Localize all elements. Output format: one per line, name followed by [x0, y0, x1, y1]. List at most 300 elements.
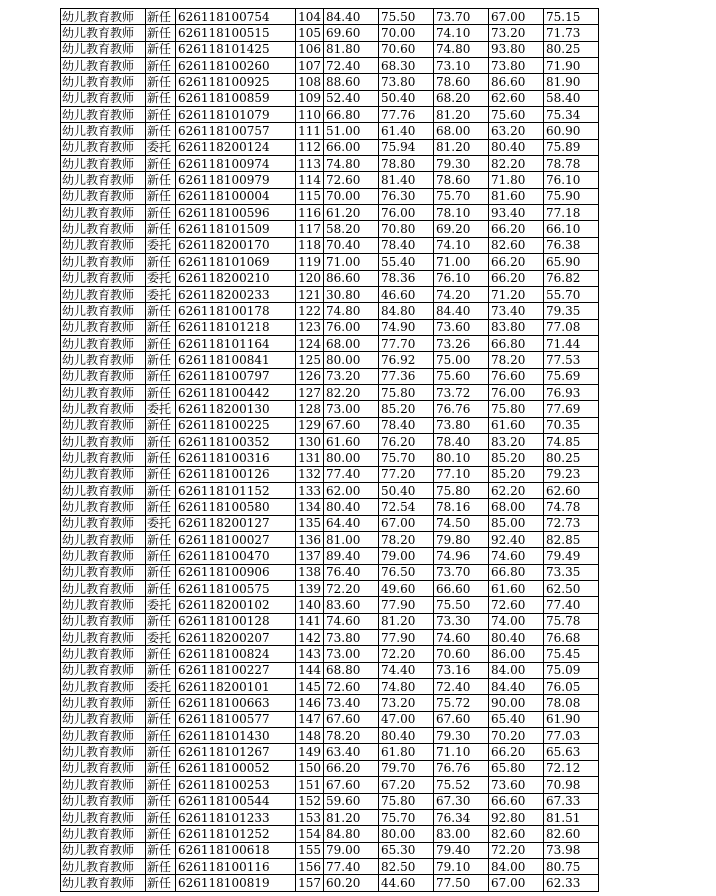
type-cell: 新任 — [146, 875, 176, 891]
table-row — [61, 515, 599, 531]
type-cell: 委托 — [146, 597, 176, 613]
score2-cell: 50.40 — [379, 482, 434, 498]
score2-cell: 80.00 — [379, 826, 434, 842]
total-score-cell: 75.15 — [544, 9, 599, 25]
score1-cell: 72.60 — [324, 679, 379, 695]
score4-cell: 72.20 — [489, 842, 544, 858]
sequence-cell: 125 — [296, 352, 324, 368]
score2-cell: 78.40 — [379, 417, 434, 433]
ticket-number-cell: 626118101425 — [176, 41, 296, 57]
score4-cell: 74.00 — [489, 613, 544, 629]
total-score-cell: 72.12 — [544, 760, 599, 776]
type-cell: 新任 — [146, 188, 176, 204]
score1-cell: 79.00 — [324, 842, 379, 858]
sequence-cell: 117 — [296, 221, 324, 237]
score3-cell: 75.60 — [434, 368, 489, 384]
ticket-number-cell: 626118100577 — [176, 711, 296, 727]
table-row — [61, 237, 599, 253]
table-row — [61, 532, 599, 548]
ticket-number-cell: 626118100225 — [176, 417, 296, 433]
score3-cell: 72.40 — [434, 679, 489, 695]
sequence-cell: 140 — [296, 597, 324, 613]
score3-cell: 73.26 — [434, 335, 489, 351]
score1-cell: 71.00 — [324, 254, 379, 270]
score3-cell: 76.10 — [434, 270, 489, 286]
post-cell: 幼儿教育教师 — [61, 139, 146, 155]
ticket-number-cell: 626118100352 — [176, 433, 296, 449]
score4-cell: 76.00 — [489, 384, 544, 400]
post-cell: 幼儿教育教师 — [61, 711, 146, 727]
post-cell: 幼儿教育教师 — [61, 826, 146, 842]
score4-cell: 73.20 — [489, 25, 544, 41]
score3-cell: 68.00 — [434, 123, 489, 139]
score1-cell: 72.60 — [324, 172, 379, 188]
score4-cell: 85.00 — [489, 515, 544, 531]
post-cell: 幼儿教育教师 — [61, 744, 146, 760]
score3-cell: 66.60 — [434, 581, 489, 597]
total-score-cell: 79.23 — [544, 466, 599, 482]
total-score-cell: 72.73 — [544, 515, 599, 531]
score3-cell: 75.50 — [434, 597, 489, 613]
post-cell: 幼儿教育教师 — [61, 679, 146, 695]
score1-cell: 30.80 — [324, 286, 379, 302]
sequence-cell: 135 — [296, 515, 324, 531]
post-cell: 幼儿教育教师 — [61, 74, 146, 90]
type-cell: 新任 — [146, 433, 176, 449]
score4-cell: 63.20 — [489, 123, 544, 139]
score4-cell: 84.00 — [489, 858, 544, 874]
score2-cell: 77.70 — [379, 335, 434, 351]
score3-cell: 81.20 — [434, 107, 489, 123]
sequence-cell: 128 — [296, 401, 324, 417]
table-row — [61, 744, 599, 760]
score4-cell: 75.80 — [489, 401, 544, 417]
post-cell: 幼儿教育教师 — [61, 532, 146, 548]
table-row — [61, 777, 599, 793]
ticket-number-cell: 626118200102 — [176, 597, 296, 613]
total-score-cell: 80.25 — [544, 450, 599, 466]
score1-cell: 73.00 — [324, 646, 379, 662]
type-cell: 委托 — [146, 139, 176, 155]
score2-cell: 82.50 — [379, 858, 434, 874]
post-cell: 幼儿教育教师 — [61, 499, 146, 515]
sequence-cell: 152 — [296, 793, 324, 809]
score4-cell: 66.80 — [489, 564, 544, 580]
score3-cell: 71.10 — [434, 744, 489, 760]
score1-cell: 69.60 — [324, 25, 379, 41]
ticket-number-cell: 626118101152 — [176, 482, 296, 498]
score1-cell: 66.80 — [324, 107, 379, 123]
score3-cell: 81.20 — [434, 139, 489, 155]
post-cell: 幼儿教育教师 — [61, 352, 146, 368]
type-cell: 新任 — [146, 25, 176, 41]
sequence-cell: 147 — [296, 711, 324, 727]
score1-cell: 64.40 — [324, 515, 379, 531]
score2-cell: 84.80 — [379, 303, 434, 319]
post-cell: 幼儿教育教师 — [61, 433, 146, 449]
total-score-cell: 76.38 — [544, 237, 599, 253]
score2-cell: 72.54 — [379, 499, 434, 515]
score3-cell: 76.76 — [434, 760, 489, 776]
score1-cell: 70.00 — [324, 188, 379, 204]
total-score-cell: 75.34 — [544, 107, 599, 123]
score2-cell: 47.00 — [379, 711, 434, 727]
score2-cell: 78.40 — [379, 237, 434, 253]
total-score-cell: 62.60 — [544, 482, 599, 498]
score4-cell: 82.60 — [489, 826, 544, 842]
score4-cell: 66.20 — [489, 270, 544, 286]
score3-cell: 69.20 — [434, 221, 489, 237]
score2-cell: 61.40 — [379, 123, 434, 139]
total-score-cell: 62.50 — [544, 581, 599, 597]
total-score-cell: 76.93 — [544, 384, 599, 400]
score1-cell: 70.40 — [324, 237, 379, 253]
total-score-cell: 77.18 — [544, 205, 599, 221]
type-cell: 新任 — [146, 695, 176, 711]
total-score-cell: 55.70 — [544, 286, 599, 302]
sequence-cell: 156 — [296, 858, 324, 874]
total-score-cell: 66.10 — [544, 221, 599, 237]
score2-cell: 74.90 — [379, 319, 434, 335]
score2-cell: 78.80 — [379, 156, 434, 172]
table-row — [61, 172, 599, 188]
ticket-number-cell: 626118100824 — [176, 646, 296, 662]
table-row — [61, 662, 599, 678]
post-cell: 幼儿教育教师 — [61, 858, 146, 874]
ticket-number-cell: 626118100316 — [176, 450, 296, 466]
sequence-cell: 106 — [296, 41, 324, 57]
post-cell: 幼儿教育教师 — [61, 384, 146, 400]
score4-cell: 70.20 — [489, 728, 544, 744]
type-cell: 新任 — [146, 90, 176, 106]
type-cell: 新任 — [146, 58, 176, 74]
score1-cell: 68.00 — [324, 335, 379, 351]
sequence-cell: 109 — [296, 90, 324, 106]
sequence-cell: 154 — [296, 826, 324, 842]
post-cell: 幼儿教育教师 — [61, 123, 146, 139]
type-cell: 新任 — [146, 777, 176, 793]
type-cell: 新任 — [146, 744, 176, 760]
sequence-cell: 111 — [296, 123, 324, 139]
ticket-number-cell: 626118101218 — [176, 319, 296, 335]
ticket-number-cell: 626118100841 — [176, 352, 296, 368]
score4-cell: 61.60 — [489, 581, 544, 597]
score3-cell: 77.50 — [434, 875, 489, 891]
table-row — [61, 499, 599, 515]
score4-cell: 66.80 — [489, 335, 544, 351]
score4-cell: 92.40 — [489, 532, 544, 548]
total-score-cell: 82.85 — [544, 532, 599, 548]
score3-cell: 83.00 — [434, 826, 489, 842]
post-cell: 幼儿教育教师 — [61, 760, 146, 776]
type-cell: 新任 — [146, 74, 176, 90]
table-row — [61, 205, 599, 221]
total-score-cell: 75.69 — [544, 368, 599, 384]
score2-cell: 70.60 — [379, 41, 434, 57]
score4-cell: 83.20 — [489, 433, 544, 449]
sequence-cell: 132 — [296, 466, 324, 482]
sequence-cell: 134 — [296, 499, 324, 515]
ticket-number-cell: 626118100027 — [176, 532, 296, 548]
table-row — [61, 384, 599, 400]
post-cell: 幼儿教育教师 — [61, 515, 146, 531]
total-score-cell: 76.68 — [544, 630, 599, 646]
score-table-body — [61, 9, 599, 892]
total-score-cell: 77.08 — [544, 319, 599, 335]
score2-cell: 61.80 — [379, 744, 434, 760]
score2-cell: 70.00 — [379, 25, 434, 41]
total-score-cell: 76.10 — [544, 172, 599, 188]
ticket-number-cell: 626118100925 — [176, 74, 296, 90]
post-cell: 幼儿教育教师 — [61, 548, 146, 564]
score4-cell: 90.00 — [489, 695, 544, 711]
score1-cell: 51.00 — [324, 123, 379, 139]
table-row — [61, 156, 599, 172]
type-cell: 新任 — [146, 450, 176, 466]
type-cell: 新任 — [146, 564, 176, 580]
ticket-number-cell: 626118100442 — [176, 384, 296, 400]
total-score-cell: 77.40 — [544, 597, 599, 613]
type-cell: 新任 — [146, 172, 176, 188]
type-cell: 新任 — [146, 728, 176, 744]
ticket-number-cell: 626118100757 — [176, 123, 296, 139]
post-cell: 幼儿教育教师 — [61, 319, 146, 335]
score3-cell: 75.52 — [434, 777, 489, 793]
type-cell: 委托 — [146, 401, 176, 417]
sequence-cell: 112 — [296, 139, 324, 155]
total-score-cell: 77.53 — [544, 352, 599, 368]
score3-cell: 78.16 — [434, 499, 489, 515]
score3-cell: 67.30 — [434, 793, 489, 809]
score3-cell: 77.10 — [434, 466, 489, 482]
score2-cell: 50.40 — [379, 90, 434, 106]
total-score-cell: 76.82 — [544, 270, 599, 286]
total-score-cell: 58.40 — [544, 90, 599, 106]
post-cell: 幼儿教育教师 — [61, 597, 146, 613]
post-cell: 幼儿教育教师 — [61, 172, 146, 188]
ticket-number-cell: 626118100754 — [176, 9, 296, 25]
score4-cell: 93.80 — [489, 41, 544, 57]
post-cell: 幼儿教育教师 — [61, 205, 146, 221]
post-cell: 幼儿教育教师 — [61, 417, 146, 433]
score3-cell: 73.80 — [434, 417, 489, 433]
sequence-cell: 130 — [296, 433, 324, 449]
sequence-cell: 108 — [296, 74, 324, 90]
post-cell: 幼儿教育教师 — [61, 842, 146, 858]
post-cell: 幼儿教育教师 — [61, 254, 146, 270]
post-cell: 幼儿教育教师 — [61, 793, 146, 809]
score3-cell: 74.20 — [434, 286, 489, 302]
total-score-cell: 65.90 — [544, 254, 599, 270]
sequence-cell: 145 — [296, 679, 324, 695]
ticket-number-cell: 626118200124 — [176, 139, 296, 155]
score4-cell: 62.60 — [489, 90, 544, 106]
score1-cell: 61.60 — [324, 433, 379, 449]
ticket-number-cell: 626118100580 — [176, 499, 296, 515]
score-table — [60, 8, 599, 892]
score1-cell: 52.40 — [324, 90, 379, 106]
score3-cell: 78.60 — [434, 172, 489, 188]
score1-cell: 74.80 — [324, 156, 379, 172]
table-row — [61, 74, 599, 90]
table-row — [61, 107, 599, 123]
table-row — [61, 728, 599, 744]
type-cell: 新任 — [146, 466, 176, 482]
score1-cell: 80.00 — [324, 450, 379, 466]
score4-cell: 66.20 — [489, 254, 544, 270]
post-cell: 幼儿教育教师 — [61, 695, 146, 711]
post-cell: 幼儿教育教师 — [61, 466, 146, 482]
ticket-number-cell: 626118200170 — [176, 237, 296, 253]
score1-cell: 81.80 — [324, 41, 379, 57]
score1-cell: 81.00 — [324, 532, 379, 548]
score2-cell: 85.20 — [379, 401, 434, 417]
score4-cell: 67.00 — [489, 9, 544, 25]
post-cell: 幼儿教育教师 — [61, 809, 146, 825]
score1-cell: 73.80 — [324, 630, 379, 646]
sequence-cell: 157 — [296, 875, 324, 891]
sequence-cell: 124 — [296, 335, 324, 351]
ticket-number-cell: 626118100819 — [176, 875, 296, 891]
total-score-cell: 79.35 — [544, 303, 599, 319]
table-row — [61, 630, 599, 646]
ticket-number-cell: 626118101252 — [176, 826, 296, 842]
table-row — [61, 368, 599, 384]
score1-cell: 61.20 — [324, 205, 379, 221]
score4-cell: 73.60 — [489, 777, 544, 793]
type-cell: 委托 — [146, 237, 176, 253]
post-cell: 幼儿教育教师 — [61, 482, 146, 498]
total-score-cell: 82.60 — [544, 826, 599, 842]
score3-cell: 73.30 — [434, 613, 489, 629]
score3-cell: 73.70 — [434, 564, 489, 580]
type-cell: 新任 — [146, 41, 176, 57]
post-cell: 幼儿教育教师 — [61, 613, 146, 629]
post-cell: 幼儿教育教师 — [61, 728, 146, 744]
post-cell: 幼儿教育教师 — [61, 450, 146, 466]
sequence-cell: 129 — [296, 417, 324, 433]
score2-cell: 75.70 — [379, 809, 434, 825]
total-score-cell: 71.44 — [544, 335, 599, 351]
sequence-cell: 136 — [296, 532, 324, 548]
table-row — [61, 450, 599, 466]
table-row — [61, 9, 599, 25]
ticket-number-cell: 626118100128 — [176, 613, 296, 629]
type-cell: 委托 — [146, 286, 176, 302]
table-row — [61, 303, 599, 319]
score3-cell: 74.80 — [434, 41, 489, 57]
score2-cell: 46.60 — [379, 286, 434, 302]
score3-cell: 73.70 — [434, 9, 489, 25]
score4-cell: 62.20 — [489, 482, 544, 498]
score4-cell: 86.00 — [489, 646, 544, 662]
score1-cell: 80.00 — [324, 352, 379, 368]
score4-cell: 73.80 — [489, 58, 544, 74]
score4-cell: 76.60 — [489, 368, 544, 384]
total-score-cell: 81.90 — [544, 74, 599, 90]
ticket-number-cell: 626118101164 — [176, 335, 296, 351]
type-cell: 新任 — [146, 760, 176, 776]
score1-cell: 77.40 — [324, 858, 379, 874]
sequence-cell: 133 — [296, 482, 324, 498]
score1-cell: 80.40 — [324, 499, 379, 515]
type-cell: 新任 — [146, 842, 176, 858]
total-score-cell: 73.98 — [544, 842, 599, 858]
table-row — [61, 760, 599, 776]
score4-cell: 92.80 — [489, 809, 544, 825]
total-score-cell: 60.90 — [544, 123, 599, 139]
total-score-cell: 62.33 — [544, 875, 599, 891]
score4-cell: 74.60 — [489, 548, 544, 564]
score2-cell: 76.00 — [379, 205, 434, 221]
score1-cell: 73.40 — [324, 695, 379, 711]
table-row — [61, 139, 599, 155]
table-row — [61, 123, 599, 139]
ticket-number-cell: 626118200127 — [176, 515, 296, 531]
total-score-cell: 61.90 — [544, 711, 599, 727]
score3-cell: 78.60 — [434, 74, 489, 90]
type-cell: 新任 — [146, 205, 176, 221]
score1-cell: 74.60 — [324, 613, 379, 629]
score2-cell: 74.40 — [379, 662, 434, 678]
type-cell: 新任 — [146, 826, 176, 842]
ticket-number-cell: 626118101233 — [176, 809, 296, 825]
post-cell: 幼儿教育教师 — [61, 368, 146, 384]
total-score-cell: 78.08 — [544, 695, 599, 711]
score1-cell: 84.40 — [324, 9, 379, 25]
score3-cell: 73.60 — [434, 319, 489, 335]
score2-cell: 79.70 — [379, 760, 434, 776]
sequence-cell: 122 — [296, 303, 324, 319]
table-row — [61, 270, 599, 286]
score2-cell: 67.20 — [379, 777, 434, 793]
sequence-cell: 114 — [296, 172, 324, 188]
score2-cell: 78.36 — [379, 270, 434, 286]
type-cell: 新任 — [146, 107, 176, 123]
sequence-cell: 137 — [296, 548, 324, 564]
score3-cell: 75.80 — [434, 482, 489, 498]
score3-cell: 73.72 — [434, 384, 489, 400]
score3-cell: 68.20 — [434, 90, 489, 106]
post-cell: 幼儿教育教师 — [61, 564, 146, 580]
table-row — [61, 482, 599, 498]
type-cell: 新任 — [146, 384, 176, 400]
ticket-number-cell: 626118200210 — [176, 270, 296, 286]
type-cell: 新任 — [146, 581, 176, 597]
score1-cell: 89.40 — [324, 548, 379, 564]
score3-cell: 79.30 — [434, 728, 489, 744]
score4-cell: 82.60 — [489, 237, 544, 253]
total-score-cell: 77.69 — [544, 401, 599, 417]
total-score-cell: 70.35 — [544, 417, 599, 433]
score2-cell: 70.80 — [379, 221, 434, 237]
total-score-cell: 75.90 — [544, 188, 599, 204]
type-cell: 新任 — [146, 352, 176, 368]
total-score-cell: 78.78 — [544, 156, 599, 172]
score4-cell: 61.60 — [489, 417, 544, 433]
post-cell: 幼儿教育教师 — [61, 630, 146, 646]
score2-cell: 77.76 — [379, 107, 434, 123]
type-cell: 新任 — [146, 335, 176, 351]
score3-cell: 78.40 — [434, 433, 489, 449]
score4-cell: 72.60 — [489, 597, 544, 613]
sequence-cell: 127 — [296, 384, 324, 400]
table-row — [61, 417, 599, 433]
score2-cell: 77.90 — [379, 630, 434, 646]
post-cell: 幼儿教育教师 — [61, 25, 146, 41]
sequence-cell: 121 — [296, 286, 324, 302]
post-cell: 幼儿教育教师 — [61, 237, 146, 253]
